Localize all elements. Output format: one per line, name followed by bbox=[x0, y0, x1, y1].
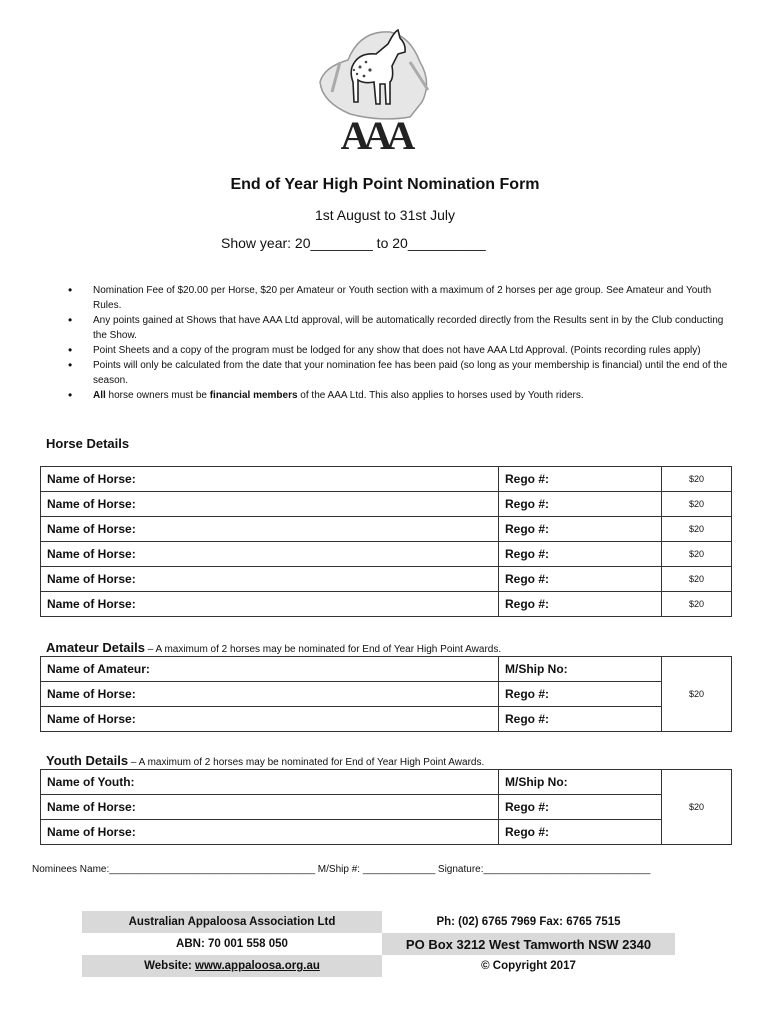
table-row bbox=[41, 467, 732, 492]
rule-item: • All horse owners must be financial members of the AAA Ltd. This also applies to horses used by Youth riders. bbox=[66, 388, 731, 403]
table-row bbox=[41, 592, 732, 617]
rego-field[interactable]: Rego #: bbox=[499, 517, 662, 542]
membership-field[interactable]: M/Ship No: bbox=[499, 657, 662, 682]
rego-field[interactable]: Rego #: bbox=[499, 467, 662, 492]
fee-cell: $20 bbox=[662, 770, 732, 845]
org-name: Australian Appaloosa Association Ltd bbox=[82, 911, 382, 933]
fee-cell: $20 bbox=[662, 467, 732, 492]
fee-cell: $20 bbox=[662, 567, 732, 592]
horse-name-field[interactable]: Name of Horse: bbox=[41, 492, 499, 517]
rego-field[interactable]: Rego #: bbox=[499, 707, 662, 732]
rego-field[interactable]: Rego #: bbox=[499, 682, 662, 707]
rule-item: • Point Sheets and a copy of the program must be lodged for any show that does not have AAA Ltd Approval. (Points recording rules apply) bbox=[66, 343, 731, 358]
horse-name-field[interactable]: Name of Horse: bbox=[41, 567, 499, 592]
rule-item: • Any points gained at Shows that have AAA Ltd approval, will be automatically recorded directly from the Results sent in by the Club conducting the Show. bbox=[66, 313, 731, 343]
rego-field[interactable]: Rego #: bbox=[499, 592, 662, 617]
aaa-logo bbox=[310, 22, 440, 157]
amateur-name-field[interactable]: Name of Amateur: bbox=[41, 657, 499, 682]
abn: ABN: 70 001 558 050 bbox=[82, 933, 382, 955]
rego-field[interactable]: Rego #: bbox=[499, 567, 662, 592]
form-title: End of Year High Point Nomination Form bbox=[230, 176, 540, 193]
fee-cell: $20 bbox=[662, 592, 732, 617]
table-row bbox=[41, 820, 732, 845]
rule-item: • Nomination Fee of $20.00 per Horse, $20 per Amateur or Youth section with a maximum of 2 horses per age group. See Amateur and Youth Rules. bbox=[66, 283, 731, 313]
amateur-details-heading: Amateur Details – A maximum of 2 horses may be nominated for End of Year High Point Awards. bbox=[46, 640, 502, 655]
rego-field[interactable]: Rego #: bbox=[499, 542, 662, 567]
fee-cell: $20 bbox=[662, 492, 732, 517]
rego-field[interactable]: Rego #: bbox=[499, 820, 662, 845]
website: Website: www.appaloosa.org.au bbox=[82, 955, 382, 977]
youth-details-heading: Youth Details – A maximum of 2 horses may be nominated for End of Year High Point Awards. bbox=[46, 753, 485, 768]
nominee-signature-line[interactable]: Nominees Name:_____________________________________ M/Ship #: _____________ Signature:______________________________ bbox=[32, 864, 651, 875]
horse-name-field[interactable]: Name of Horse: bbox=[41, 795, 499, 820]
logo-lettering: AAA bbox=[340, 113, 410, 157]
season-dates: 1st August to 31st July bbox=[314, 207, 456, 223]
rules-list bbox=[66, 283, 731, 403]
copyright: © Copyright 2017 bbox=[382, 955, 675, 977]
table-row bbox=[41, 682, 732, 707]
horse-name-field[interactable]: Name of Horse: bbox=[41, 542, 499, 567]
rule-item: • Points will only be calculated from the date that your nomination fee has been paid (so long as your membership is financial) until the end of the season. bbox=[66, 358, 731, 388]
horse-name-field[interactable]: Name of Horse: bbox=[41, 592, 499, 617]
amateur-details-table bbox=[40, 656, 732, 732]
table-row bbox=[41, 542, 732, 567]
rego-field[interactable]: Rego #: bbox=[499, 492, 662, 517]
youth-name-field[interactable]: Name of Youth: bbox=[41, 770, 499, 795]
table-row bbox=[41, 657, 732, 682]
horse-name-field[interactable]: Name of Horse: bbox=[41, 820, 499, 845]
po-box: PO Box 3212 West Tamworth NSW 2340 bbox=[382, 933, 675, 955]
fee-cell: $20 bbox=[662, 542, 732, 567]
rego-field[interactable]: Rego #: bbox=[499, 795, 662, 820]
horse-name-field[interactable]: Name of Horse: bbox=[41, 517, 499, 542]
fee-cell: $20 bbox=[662, 517, 732, 542]
table-row bbox=[41, 795, 732, 820]
horse-details-heading: Horse Details bbox=[46, 436, 130, 451]
youth-details-table bbox=[40, 769, 732, 845]
show-year-field[interactable]: Show year: 20________ to 20__________ bbox=[221, 235, 486, 251]
table-row bbox=[41, 770, 732, 795]
fee-cell: $20 bbox=[662, 657, 732, 732]
phone-fax: Ph: (02) 6765 7969 Fax: 6765 7515 bbox=[382, 911, 675, 933]
horse-name-field[interactable]: Name of Horse: bbox=[41, 467, 499, 492]
membership-field[interactable]: M/Ship No: bbox=[499, 770, 662, 795]
horse-details-table bbox=[40, 466, 732, 617]
table-row bbox=[41, 567, 732, 592]
table-row bbox=[41, 517, 732, 542]
horse-name-field[interactable]: Name of Horse: bbox=[41, 682, 499, 707]
footer-contact-table bbox=[82, 911, 675, 977]
table-row bbox=[41, 707, 732, 732]
horse-name-field[interactable]: Name of Horse: bbox=[41, 707, 499, 732]
table-row bbox=[41, 492, 732, 517]
website-link[interactable]: www.appaloosa.org.au bbox=[195, 960, 320, 972]
